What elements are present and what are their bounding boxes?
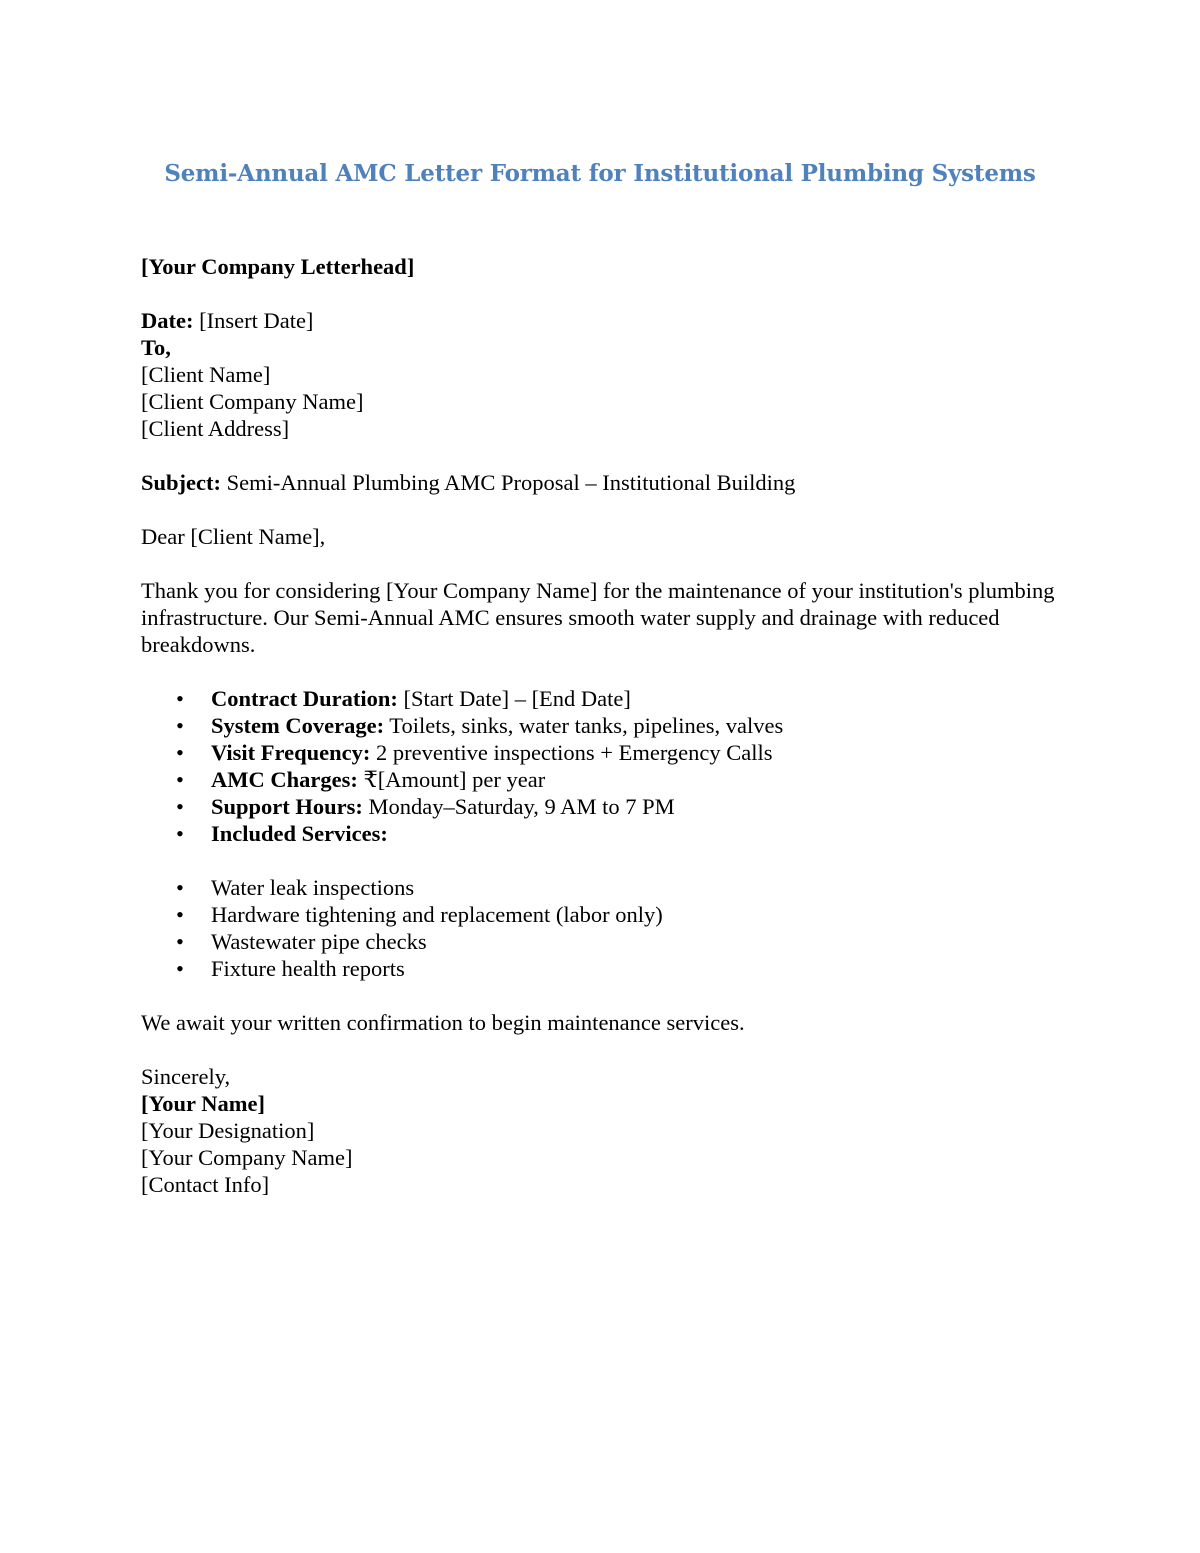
document-title: Semi-Annual AMC Letter Format for Institutional Plumbing Systems [164, 160, 1036, 187]
recipient-company: [Client Company Name] [141, 389, 364, 414]
detail-label: Included Services: [211, 821, 388, 846]
detail-value: Toilets, sinks, water tanks, pipelines, valves [389, 713, 784, 738]
subject-line [141, 469, 1071, 496]
detail-value: 2 preventive inspections + Emergency Calls [375, 740, 773, 765]
detail-value: ₹[Amount] per year [363, 767, 546, 792]
to-label: To, [141, 335, 171, 360]
recipient-name: [Client Name] [141, 362, 271, 387]
signoff-designation: [Your Designation] [141, 1118, 315, 1143]
letter-body [141, 253, 1071, 1198]
list-item: • Water leak inspections [141, 874, 1071, 901]
detail-label: Contract Duration: [211, 686, 398, 711]
services-list [141, 874, 1071, 982]
detail-label: System Coverage: [211, 713, 385, 738]
details-list [141, 685, 1071, 847]
list-item: • Wastewater pipe checks [141, 928, 1071, 955]
list-item: • Hardware tightening and replacement (labor only) [141, 901, 1071, 928]
subject-value: Semi-Annual Plumbing AMC Proposal – Institutional Building [226, 470, 796, 495]
list-item [141, 793, 1071, 820]
list-item [141, 766, 1071, 793]
signoff-contact: [Contact Info] [141, 1172, 270, 1197]
list-item: • Fixture health reports [141, 955, 1071, 982]
list-item [141, 712, 1071, 739]
intro-paragraph: Thank you for considering [Your Company Name] for the maintenance of your institution's plumbing infrastructure. Our Semi-Annual AMC ensures smooth water supply and drainage with reduced breakdowns. [141, 578, 1055, 657]
signoff-company: [Your Company Name] [141, 1145, 353, 1170]
list-item [141, 739, 1071, 766]
detail-label: Support Hours: [211, 794, 363, 819]
closing-line: We await your written confirmation to begin maintenance services. [141, 1010, 745, 1035]
salutation: Dear [Client Name], [141, 524, 326, 549]
subject-label: Subject: [141, 470, 221, 495]
list-item [141, 820, 1071, 847]
detail-value: Monday–Saturday, 9 AM to 7 PM [368, 794, 675, 819]
detail-label: Visit Frequency: [211, 740, 371, 765]
date-label: Date: [141, 308, 194, 333]
list-item [141, 685, 1071, 712]
recipient-address: [Client Address] [141, 416, 290, 441]
date-value: [Insert Date] [199, 308, 314, 333]
date-line [141, 307, 1071, 334]
signoff-greeting: Sincerely, [141, 1064, 231, 1089]
detail-label: AMC Charges: [211, 767, 358, 792]
detail-value: [Start Date] – [End Date] [403, 686, 631, 711]
letterhead: [Your Company Letterhead] [141, 254, 415, 279]
signoff-name: [Your Name] [141, 1091, 265, 1116]
